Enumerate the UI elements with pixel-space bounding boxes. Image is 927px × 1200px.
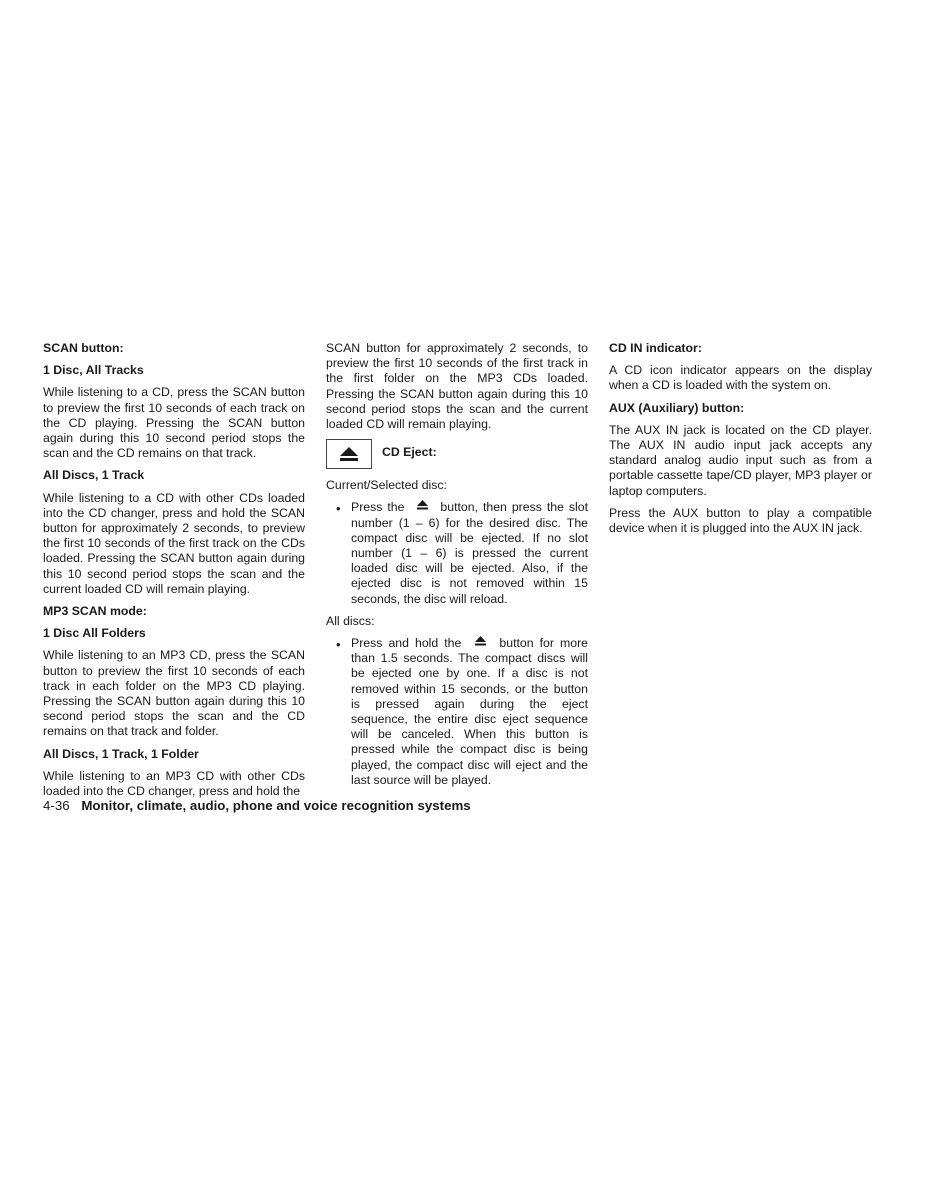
bullet-text-end: button, then press the slot number (1 – 6) for the desired disc. The compact disc will be ejected. If no slot number (1 – 6) is pressed the current loaded disc will be ejected. Also, if the ejected disc is not removed within 15 seconds, the disc will reload. [351, 500, 589, 606]
paragraph-1-disc-all-folders: While listening to an MP3 CD, press the SCAN button to preview the first 10 seconds of each track in each folder on the MP3 CD playing. Pressing the SCAN button again during this 10 second period stops the scan and the CD remains on that track and folder. [43, 648, 305, 739]
heading-scan-button: SCAN button: [43, 341, 124, 355]
bullet: • [336, 637, 341, 653]
heading-1-disc-all-tracks: 1 Disc, All Tracks [43, 363, 144, 378]
list-item [326, 636, 588, 788]
paragraph-1-disc-all-tracks: While listening to a CD, press the SCAN button to preview the first 10 seconds of each track on the CD playing. Pressing the SCAN button again during this 10 second period stops the scan and the CD remains on that track. [43, 385, 305, 461]
heading-all-discs-1-track: All Discs, 1 Track [43, 468, 145, 483]
heading-aux-button: AUX (Auxiliary) button: [609, 400, 745, 415]
heading-all-discs-1-track-1-folder: All Discs, 1 Track, 1 Folder [43, 746, 199, 761]
bullet: • [336, 501, 341, 517]
cd-eject-heading-row [326, 439, 588, 469]
bullet-text-end: button for more than 1.5 seconds. The compact discs will be ejected one by one. If a disc is not removed within 15 seconds, or the button is pressed again during the eject sequence, the entire disc eject sequence will be canceled. When this button is pressed while the compact disc is being played, the compact disc will eject and the last source will be played. [351, 636, 589, 787]
bullet-text-start: Press and hold the [351, 636, 462, 651]
eject-icon [409, 500, 435, 510]
heading-mp3-scan-mode: MP3 SCAN mode: [43, 604, 147, 619]
paragraph-scan-continued: SCAN button for approximately 2 seconds, to preview the first 10 seconds of the first track in the first folder on the MP3 CDs loaded. Pressing the SCAN button again during this 10 second period stops the scan and the current loaded CD will remain playing. [326, 341, 588, 432]
paragraph-cd-in-indicator: A CD icon indicator appears on the display when a CD is loaded with the system on. [609, 363, 872, 393]
list-item [326, 500, 588, 606]
paragraph-aux-press: Press the AUX button to play a compatible device when it is plugged into the AUX IN jack. [609, 505, 872, 536]
column-right [609, 338, 872, 543]
page-footer [43, 798, 471, 813]
column-left [43, 338, 305, 806]
heading-cd-eject: CD Eject: [382, 444, 437, 459]
heading-cd-in-indicator: CD IN indicator: [609, 341, 702, 355]
page-number: 4-36 [43, 798, 70, 813]
paragraph-all-discs-1-track: While listening to a CD with other CDs loaded into the CD changer, press and hold the SCAN button for approximately 2 seconds, to preview the first 10 seconds of the first track on the CDs loaded. Pressing the SCAN button again during this 10 second period stops the scan and the current loaded CD will remain playing. [43, 490, 305, 596]
eject-icon [339, 446, 359, 462]
bullet-text-start: Press the [351, 500, 405, 515]
eject-button-icon [326, 439, 372, 469]
heading-1-disc-all-folders: 1 Disc All Folders [43, 626, 146, 641]
eject-icon [467, 636, 493, 646]
paragraph-all-discs-1-track-1-folder: While listening to an MP3 CD with other CDs loaded into the CD changer, press and hold the [43, 768, 305, 799]
paragraph-all-discs: All discs: [326, 613, 375, 628]
paragraph-current-selected-disc: Current/Selected disc: [326, 478, 447, 493]
column-middle [326, 338, 588, 795]
paragraph-aux-jack: The AUX IN jack is located on the CD player. The AUX IN audio input jack accepts any standard analog audio input such as from a portable cassette tape/CD player, MP3 player or laptop computers. [609, 422, 872, 498]
section-title: Monitor, climate, audio, phone and voice recognition systems [81, 798, 471, 813]
